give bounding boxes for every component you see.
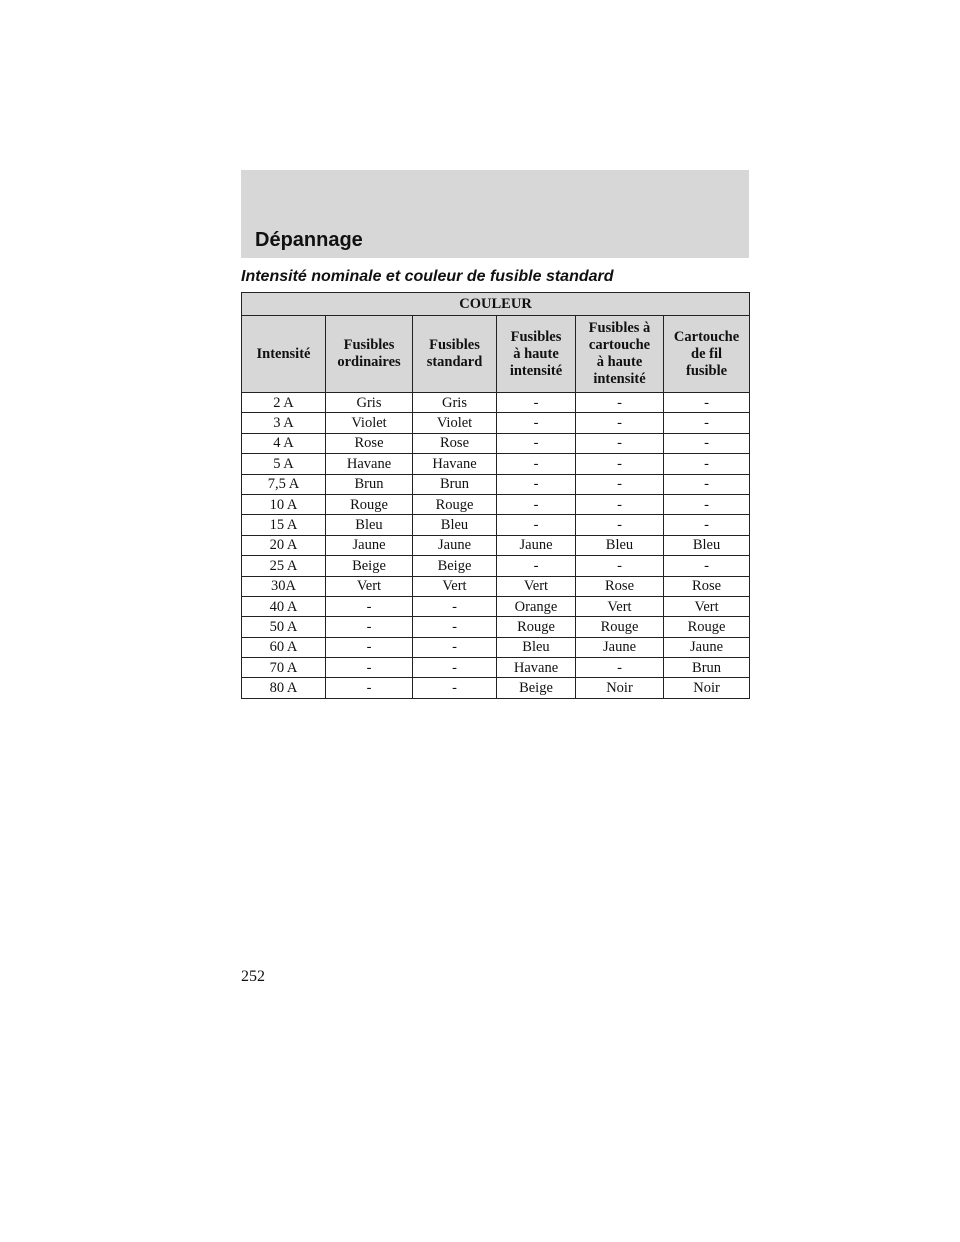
table-cell: - [326, 596, 413, 616]
table-cell: Noir [664, 678, 750, 698]
table-cell: Jaune [413, 535, 497, 555]
table-cell: Vert [576, 596, 664, 616]
table-cell: Jaune [497, 535, 576, 555]
table-cell: 80 A [242, 678, 326, 698]
table-cell: - [497, 515, 576, 535]
column-header [664, 316, 750, 393]
page-number: 252 [241, 968, 265, 985]
table-cell: 3 A [242, 413, 326, 433]
table-cell: 7,5 A [242, 474, 326, 494]
table-cell: - [326, 678, 413, 698]
table-row [242, 515, 750, 535]
table-cell: Gris [326, 393, 413, 413]
table-cell: Vert [413, 576, 497, 596]
table-cell: Rouge [497, 617, 576, 637]
column-header [326, 316, 413, 393]
table-cell: Violet [413, 413, 497, 433]
table-cell: - [664, 413, 750, 433]
column-header-line: à haute [513, 345, 559, 362]
table-row [242, 474, 750, 494]
table-cell: Violet [326, 413, 413, 433]
table-cell: Havane [413, 454, 497, 474]
table-row [242, 393, 750, 413]
table-row [242, 596, 750, 616]
table-cell: Orange [497, 596, 576, 616]
table-cell: Havane [497, 658, 576, 678]
table-cell: 20 A [242, 535, 326, 555]
table-cell: Rouge [664, 617, 750, 637]
table-cell: - [576, 433, 664, 453]
column-header-line: fusible [685, 362, 728, 379]
column-header-line: standard [426, 354, 483, 370]
table-cell: 70 A [242, 658, 326, 678]
table-cell: Jaune [326, 535, 413, 555]
table-cell: Bleu [664, 535, 750, 555]
table-cell: Bleu [326, 515, 413, 535]
table-cell: 15 A [242, 515, 326, 535]
table-cell: Rose [326, 433, 413, 453]
table-cell: 25 A [242, 556, 326, 576]
table-cell: 60 A [242, 637, 326, 657]
table-cell: 5 A [242, 454, 326, 474]
table-cell: Rose [576, 576, 664, 596]
table-cell: - [664, 494, 750, 514]
column-header-line: intensité [509, 362, 563, 379]
table-title: Intensité nominale et couleur de fusible standard [241, 268, 614, 285]
table-cell: - [664, 454, 750, 474]
column-header-line: Fusibles [510, 328, 562, 345]
table-cell: - [576, 474, 664, 494]
column-header [497, 316, 576, 393]
table-cell: Vert [326, 576, 413, 596]
column-header-line: cartouche [588, 337, 651, 353]
table-cell: Bleu [497, 637, 576, 657]
fuse-color-table [241, 292, 750, 699]
column-header-line: Fusibles [343, 337, 395, 353]
column-header-line: de fil [691, 345, 723, 362]
table-cell: - [326, 658, 413, 678]
table-cell: Beige [497, 678, 576, 698]
table-cell: - [413, 596, 497, 616]
table-cell: Bleu [576, 535, 664, 555]
table-cell: Rouge [576, 617, 664, 637]
column-header [242, 316, 326, 393]
table-cell: 4 A [242, 433, 326, 453]
table-cell: - [497, 474, 576, 494]
table-cell: 2 A [242, 393, 326, 413]
table-cell: Vert [664, 596, 750, 616]
table-cell: - [664, 433, 750, 453]
table-row [242, 454, 750, 474]
table-cell: - [576, 515, 664, 535]
table-cell: - [576, 556, 664, 576]
table-cell: - [497, 454, 576, 474]
table-cell: Brun [326, 474, 413, 494]
table-cell: Rose [664, 576, 750, 596]
table-cell: - [413, 678, 497, 698]
column-header [576, 316, 664, 393]
column-header [413, 316, 497, 393]
table-cell: - [497, 556, 576, 576]
table-cell: Rose [413, 433, 497, 453]
table-row [242, 535, 750, 555]
table-cell: Jaune [576, 637, 664, 657]
table-row [242, 617, 750, 637]
table-cell: 10 A [242, 494, 326, 514]
table-cell: Havane [326, 454, 413, 474]
table-cell: 50 A [242, 617, 326, 637]
table-cell: Gris [413, 393, 497, 413]
table-cell: Beige [326, 556, 413, 576]
table-cell: - [576, 454, 664, 474]
table-cell: - [664, 474, 750, 494]
table-cell: - [576, 658, 664, 678]
table-row [242, 556, 750, 576]
column-header-line: Fusibles [429, 337, 480, 353]
column-header-line: Cartouche [673, 328, 740, 345]
table-cell: Brun [413, 474, 497, 494]
table-cell: Noir [576, 678, 664, 698]
table-cell: - [497, 433, 576, 453]
table-cell: - [413, 617, 497, 637]
table-cell: - [326, 617, 413, 637]
table-cell: Jaune [664, 637, 750, 657]
table-cell: - [497, 413, 576, 433]
table-cell: - [664, 515, 750, 535]
table-cell: 40 A [242, 596, 326, 616]
table-cell: - [576, 393, 664, 413]
table-cell: 30A [242, 576, 326, 596]
table-cell: - [497, 494, 576, 514]
table-row [242, 413, 750, 433]
table-row [242, 678, 750, 698]
table-cell: Beige [413, 556, 497, 576]
column-header-line: Intensité [256, 345, 311, 362]
table-cell: Rouge [326, 494, 413, 514]
table-row [242, 637, 750, 657]
section-title: Dépannage [255, 229, 363, 251]
column-header-line: à haute [596, 354, 643, 370]
table-cell: - [497, 393, 576, 413]
table-cell: - [664, 393, 750, 413]
table-cell: - [576, 413, 664, 433]
group-header-couleur: COULEUR [242, 293, 750, 316]
table-cell: - [413, 637, 497, 657]
table-cell: - [576, 494, 664, 514]
table-cell: - [664, 556, 750, 576]
section-header-band [241, 170, 749, 258]
table-row [242, 494, 750, 514]
column-header-line: Fusibles à [588, 320, 651, 336]
table-cell: Bleu [413, 515, 497, 535]
column-header-line: intensité [593, 371, 646, 387]
table-row [242, 433, 750, 453]
table-cell: Vert [497, 576, 576, 596]
table-cell: - [326, 637, 413, 657]
table-cell: - [413, 658, 497, 678]
table-cell: Rouge [413, 494, 497, 514]
table-cell: Brun [664, 658, 750, 678]
table-row [242, 658, 750, 678]
table-row [242, 576, 750, 596]
column-header-line: ordinaires [337, 354, 401, 370]
